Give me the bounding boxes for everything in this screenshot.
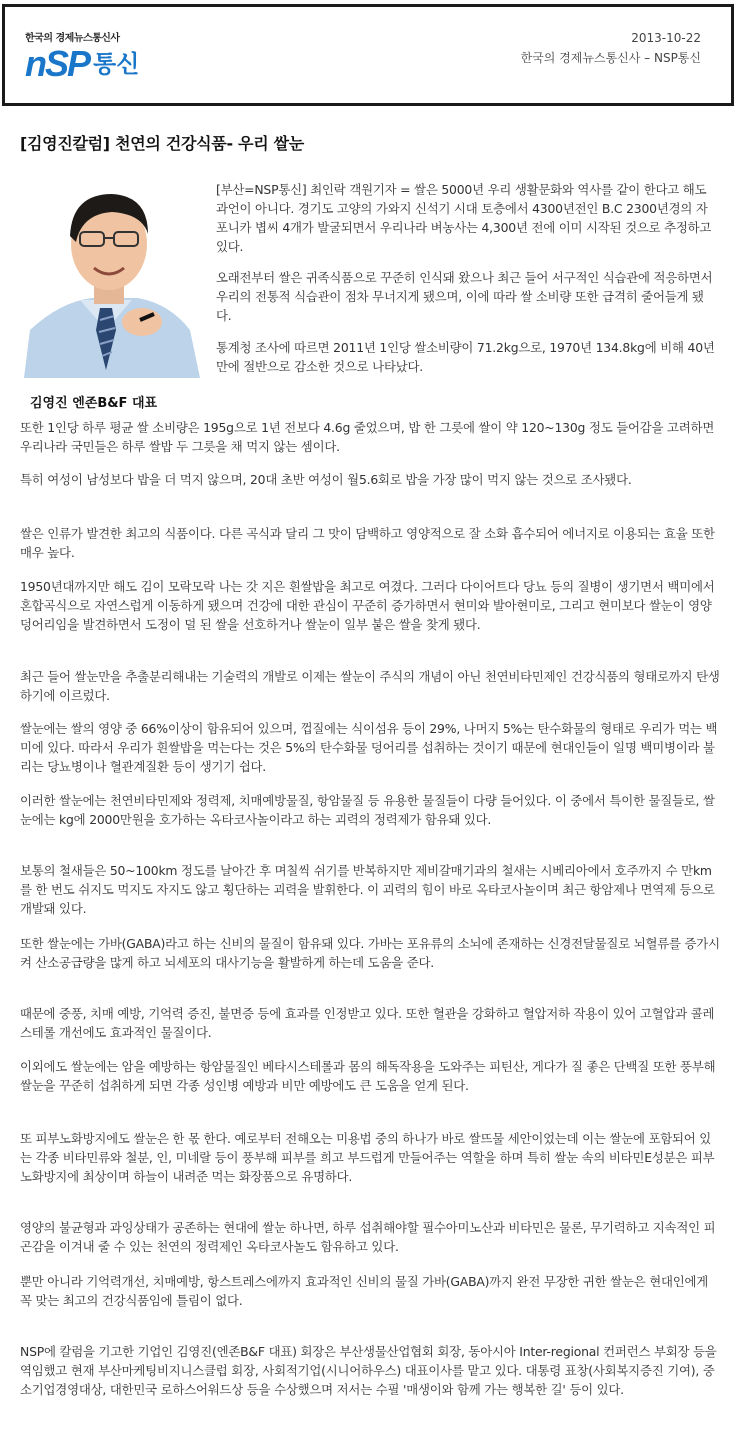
logo-brand: nSP: [25, 43, 90, 84]
paragraph: 최근 들어 쌀눈만을 추출분리해내는 기술력의 개발로 이제는 쌀눈이 주식의 개념이 아닌 천연비타민제인 건강식품의 형태로까지 탄생하기에 이르렀다.: [20, 669, 720, 703]
logo-brand-suffix: 통신: [93, 50, 140, 78]
site-header: [2, 4, 734, 106]
paragraph: 1950년대까지만 해도 김이 모락모락 나는 갓 지은 흰쌀밥을 최고로 여겼다. 그러다 다이어트다 당뇨 등의 질병이 생기면서 백미에서 혼합곡식으로 자연스럽게 이동하게 됐으며 건강에 대한 관심이 꾸준히 증가하면서 현미와 발아현미로, 그리고 현미보다 쌀눈이 영양덩어리임을 발견하면서 도정이 덜 된 쌀을 선호하거나 쌀눈이 일부 붙은 쌀을 찾게 됐다.: [20, 579, 715, 632]
paragraph: 통계청 조사에 따르면 2011년 1인당 쌀소비량이 71.2kg으로, 1970년 134.8kg에 비해 40년 만에 절반으로 감소한 것으로 나타났다.: [216, 340, 715, 374]
paragraph: 또한 쌀눈에는 가바(GABA)라고 하는 신비의 물질이 함유돼 있다. 가바는 포유류의 소뇌에 존재하는 신경전달물질로 뇌혈류를 증가시켜 산소공급량을 많게 하고 뇌세포의 대사기능을 활발하게 하는데 도움을 준다.: [20, 936, 720, 970]
paragraph: 또한 1인당 하루 평균 쌀 소비량은 195g으로 1년 전보다 4.6g 줄었으며, 밥 한 그릇에 쌀이 약 120~130g 정도 들어감을 고려하면 우리나라 국민들은 하루 쌀밥 두 그릇을 채 먹지 않는 셈이다.: [20, 420, 715, 454]
paragraph: 특히 여성이 남성보다 밥을 더 먹지 않으며, 20대 초반 여성이 월5.6회로 밥을 가장 많이 먹지 않는 것으로 조사됐다.: [20, 472, 632, 487]
paragraph: 때문에 중풍, 치매 예방, 기억력 증진, 불면증 등에 효과를 인정받고 있다. 또한 혈관을 강화하고 혈압저하 작용이 있어 고혈압과 콜레스테롤 개선에도 효과적인 물질이다.: [20, 1006, 715, 1040]
nsp-logo[interactable]: [25, 29, 139, 82]
author-bio: NSP에 칼럼을 기고한 기업인 김영진(엔존B&F 대표) 회장은 부산생물산업협회 회장, 동아시아 Inter-regional 컨퍼런스 부회장 등을 역임했고 현재 부산마케팅비지니스클럽 회장, 사회적기업(시니어하우스) 대표이사를 맡고 있다. 대통령 표창(사회복지증진 기여), 중소기업경영대상, 대한민국 로하스어워드상 등을 수상했으며 저서는 수필 '매생이와 함께 가는 행복한 길' 등이 있다.: [20, 1344, 717, 1397]
article-title: [김영진칼럼] 천연의 건강식품- 우리 쌀눈: [20, 134, 304, 153]
paragraph: 또 피부노화방지에도 쌀눈은 한 몫 한다. 예로부터 전해오는 미용법 중의 하나가 바로 쌀뜨물 세안이었는데 이는 쌀눈에 포함되어 있는 각종 비타민류와 철분, 인, 미네랄 등이 풍부해 피부를 희고 부드럽게 만들어주는 역할을 하며 특히 쌀눈 속의 비타민E성분은 피부노화방지에 최상이며 하늘이 내려준 먹는 화장품으로 유명하다.: [20, 1131, 715, 1184]
paragraph: 이러한 쌀눈에는 천연비타민제와 정력제, 치매예방물질, 항암물질 등 유용한 물질들이 다량 들어있다. 이 중에서 특이한 물질들로, 쌀눈에는 kg에 2000만원을 호가하는 옥타코사놀이라고 하는 괴력의 정력제가 함유돼 있다.: [20, 793, 715, 827]
paragraph: [부산=NSP통신] 최인락 객원기자 = 쌀은 5000년 우리 생활문화와 역사를 같이 한다고 해도 과언이 아니다. 경기도 고양의 가와지 신석기 시대 토층에서 4300년전인 B.C 2300년경의 자포니카 볍씨 4개가 발굴되면서 우리나라 벼농사는 4,300년 전에 이미 시작된 것으로 추정하고 있다.: [216, 182, 712, 254]
article-date: 2013-10-22: [631, 31, 701, 45]
paragraph: 영양의 불균형과 과잉상태가 공존하는 현대에 쌀눈 하나면, 하루 섭취해야할 필수아미노산과 비타민은 물론, 무기력하고 지속적인 피곤감을 이겨내 줄 수 있는 천연의 정력제인 옥타코사놀도 함유하고 있다.: [20, 1220, 716, 1254]
photo-caption: 김영진 엔존B&F 대표: [30, 396, 158, 411]
paragraph: 쌀눈에는 쌀의 영양 중 66%이상이 함유되어 있으며, 껍질에는 식이섬유 등이 29%, 나머지 5%는 탄수화물의 형태로 우리가 먹는 백미에 있다. 따라서 우리가 흰쌀밥을 먹는다는 것은 5%의 탄수화물 덩어리를 섭취하는 것이기 때문에 현대인들이 일명 백미병이라 불리는 당뇨병이나 혈관계질환 등이 생기기 쉽다.: [20, 721, 718, 774]
paragraph: 보통의 철새들은 50~100km 정도를 날아간 후 며칠씩 쉬기를 반복하지만 제비갈매기과의 철새는 시베리아에서 호주까지 수 만km를 한 번도 쉬지도 먹지도 자지도 않고 횡단하는 괴력을 발휘한다. 이 괴력의 힘이 바로 옥타코사놀이며 최근 항암제나 면역제 등으로 개발돼 있다.: [20, 863, 715, 916]
paragraph: 이외에도 쌀눈에는 암을 예방하는 항암물질인 베타시스테롤과 몸의 해독작용을 도와주는 피틴산, 게다가 질 좋은 단백질 또한 풍부해 쌀눈을 꾸준히 섭취하게 되면 각종 성인병 예방과 비만 예방에도 큰 도움을 얻게 된다.: [20, 1059, 716, 1093]
logo-tagline: 한국의 경제뉴스통신사: [25, 33, 120, 44]
paragraph: 뿐만 아니라 기억력개선, 치매예방, 항스트레스에까지 효과적인 신비의 물질 가바(GABA)까지 완전 무장한 귀한 쌀눈은 현대인에게 꼭 맞는 최고의 건강식품임에 틀림이 없다.: [20, 1274, 709, 1308]
paragraph: 쌀은 인류가 발견한 최고의 식품이다. 다른 곡식과 달리 그 맛이 담백하고 영양적으로 잘 소화 흡수되어 에너지로 이용되는 효율 또한 매우 높다.: [20, 526, 715, 560]
paragraph: 오래전부터 쌀은 귀족식품으로 꾸준히 인식돼 왔으나 최근 들어 서구적인 식습관에 적응하면서 우리의 전통적 식습관이 점차 무너지게 됐으며, 이에 따라 쌀 소비량 또한 급격히 줄어들게 됐다.: [216, 270, 713, 323]
site-name: 한국의 경제뉴스통신사 – NSP통신: [520, 51, 701, 65]
author-photo: [20, 180, 206, 378]
